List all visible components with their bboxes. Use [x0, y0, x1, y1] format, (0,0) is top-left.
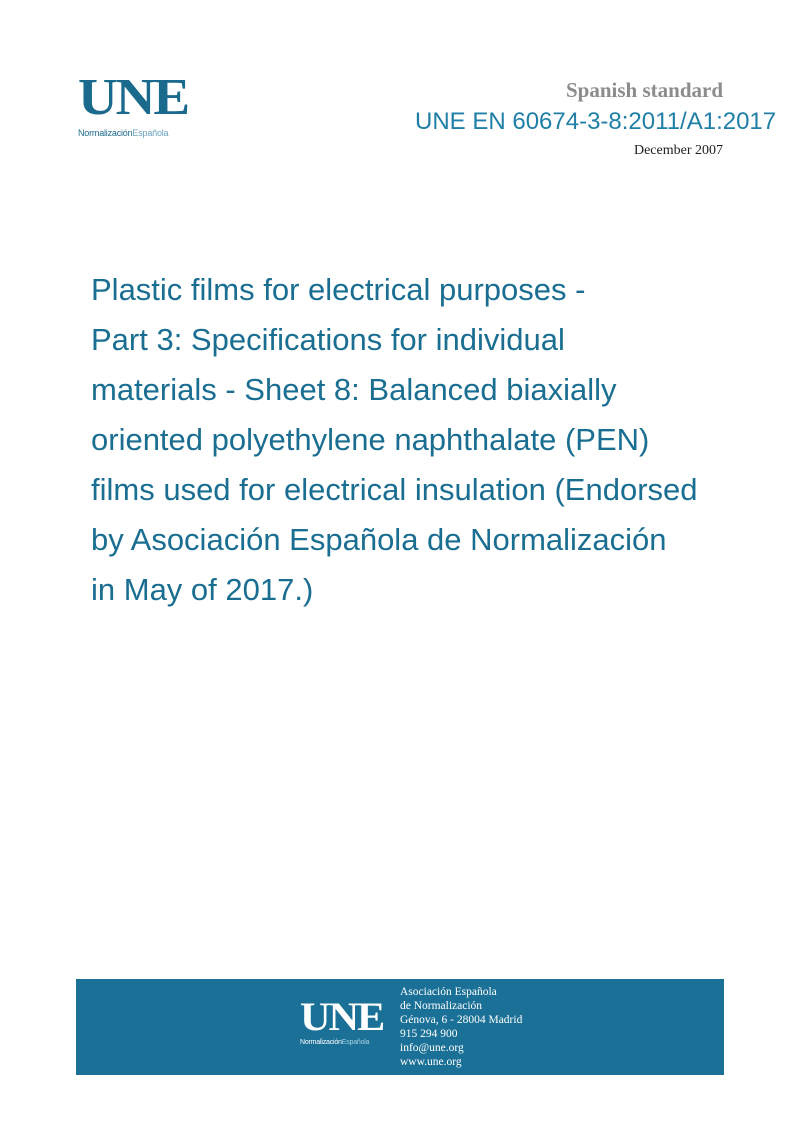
une-logo — [78, 69, 198, 138]
footer-contact — [400, 985, 522, 1069]
footer-logo-tagline — [300, 1039, 390, 1046]
footer-logo-tagline-light: Española — [341, 1039, 370, 1046]
logo-tagline-light: Española — [132, 128, 169, 138]
une-logo-tagline — [78, 128, 198, 138]
standard-type-label: Spanish standard — [566, 78, 723, 102]
publication-date: December 2007 — [633, 143, 723, 158]
standard-code: UNE EN 60674-3-8:2011/A1:2017 — [415, 108, 777, 135]
footer-logo-wordmark: UNE — [300, 994, 384, 1039]
footer-une-logo — [300, 994, 390, 1046]
contact-address: Génova, 6 - 28004 Madrid — [400, 1014, 523, 1026]
document-title: Plastic films for electrical purposes - Part 3: Specifications for individual materials - Sheet 8: Balanced biaxially oriented polyethylene naphthalate (PEN) films used for electrical insulation (Endorsed by Asociación Española de Normalización in May of 2017.) — [91, 272, 698, 607]
contact-org-line1: Asociación Española — [400, 986, 497, 998]
une-logo-wordmark: UNE — [78, 69, 189, 126]
logo-tagline-dark: Normalización — [78, 128, 133, 138]
contact-org-line2: de Normalización — [400, 1000, 483, 1012]
footer-logo-tagline-dark: Normalización — [300, 1039, 342, 1046]
contact-email[interactable]: info@une.org — [400, 1042, 464, 1054]
contact-phone: 915 294 900 — [400, 1028, 458, 1040]
contact-website[interactable]: www.une.org — [400, 1056, 462, 1068]
